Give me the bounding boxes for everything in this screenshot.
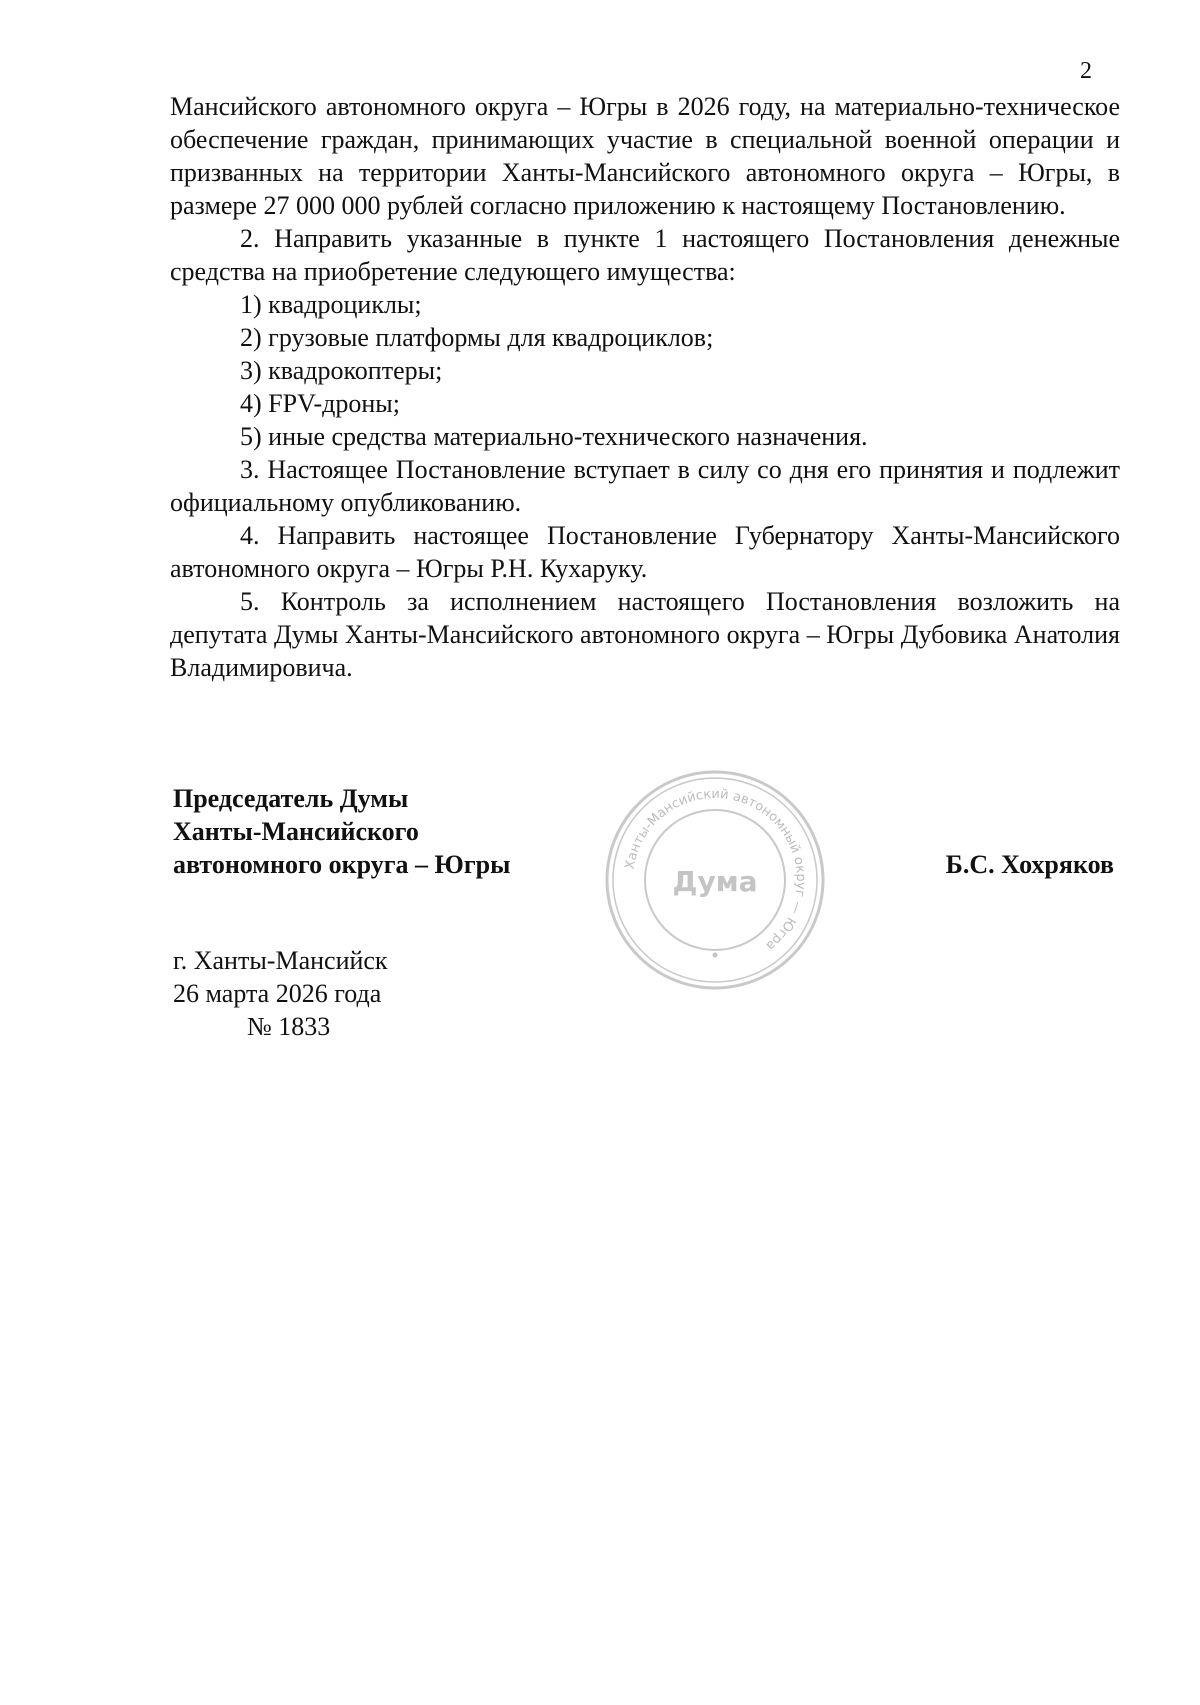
official-seal [600,765,830,995]
seal-dot [713,953,718,958]
signatory-title-line-1: Председатель Думы [173,784,409,813]
list-item-4: 4) FPV-дроны; [240,389,400,418]
list-item-1: 1) квадроциклы; [240,290,422,319]
paragraph-5: 5. Контроль за исполнением настоящего Постановления возложить на депутата Думы Ханты-Мансийского автономного округа – Югры Дубовика Анатолия Владимировича. [170,587,1120,682]
paragraph-3: 3. Настоящее Постановление вступает в силу со дня его принятия и подлежит официальному опубликованию. [170,455,1120,517]
signatory-title [173,782,510,881]
document-body [170,90,1120,684]
document-number: № 1833 [247,1012,331,1041]
page-number: 2 [1080,58,1092,84]
list-item-5: 5) иные средства материально-технического назначения. [240,422,868,451]
signatory-name: Б.С. Хохряков [945,850,1114,879]
signing-date: 26 марта 2026 года [173,979,382,1008]
list-item-3: 3) квадрокоптеры; [240,356,443,385]
paragraph-continuation: Мансийского автономного округа – Югры в 2026 году, на материально-техническое обеспечение граждан, принимающих участие в специальной военной операции и призванных на территории Ханты-Мансийского автономного округа – Югры, в размере 27 000 000 рублей согласно приложению к настоящему Постановлению. [170,92,1120,220]
place-of-signing: г. Ханты-Мансийск [173,946,388,975]
document-footer [173,944,388,1043]
seal-center-text: Дума [672,865,758,898]
signatory-title-line-3: автономного округа – Югры [173,850,511,879]
seal-ring-text: Ханты-Мансийский автономный округ — Югра [622,786,809,954]
list-item-2: 2) грузовые платформы для квадроциклов; [240,323,714,352]
paragraph-2: 2. Направить указанные в пункте 1 настоящего Постановления денежные средства на приобретение следующего имущества: [170,224,1120,286]
paragraph-4: 4. Направить настоящее Постановление Губернатору Ханты-Мансийского автономного округа – Югры Р.Н. Кухаруку. [170,521,1120,583]
signatory-title-line-2: Ханты-Мансийского [173,817,419,846]
